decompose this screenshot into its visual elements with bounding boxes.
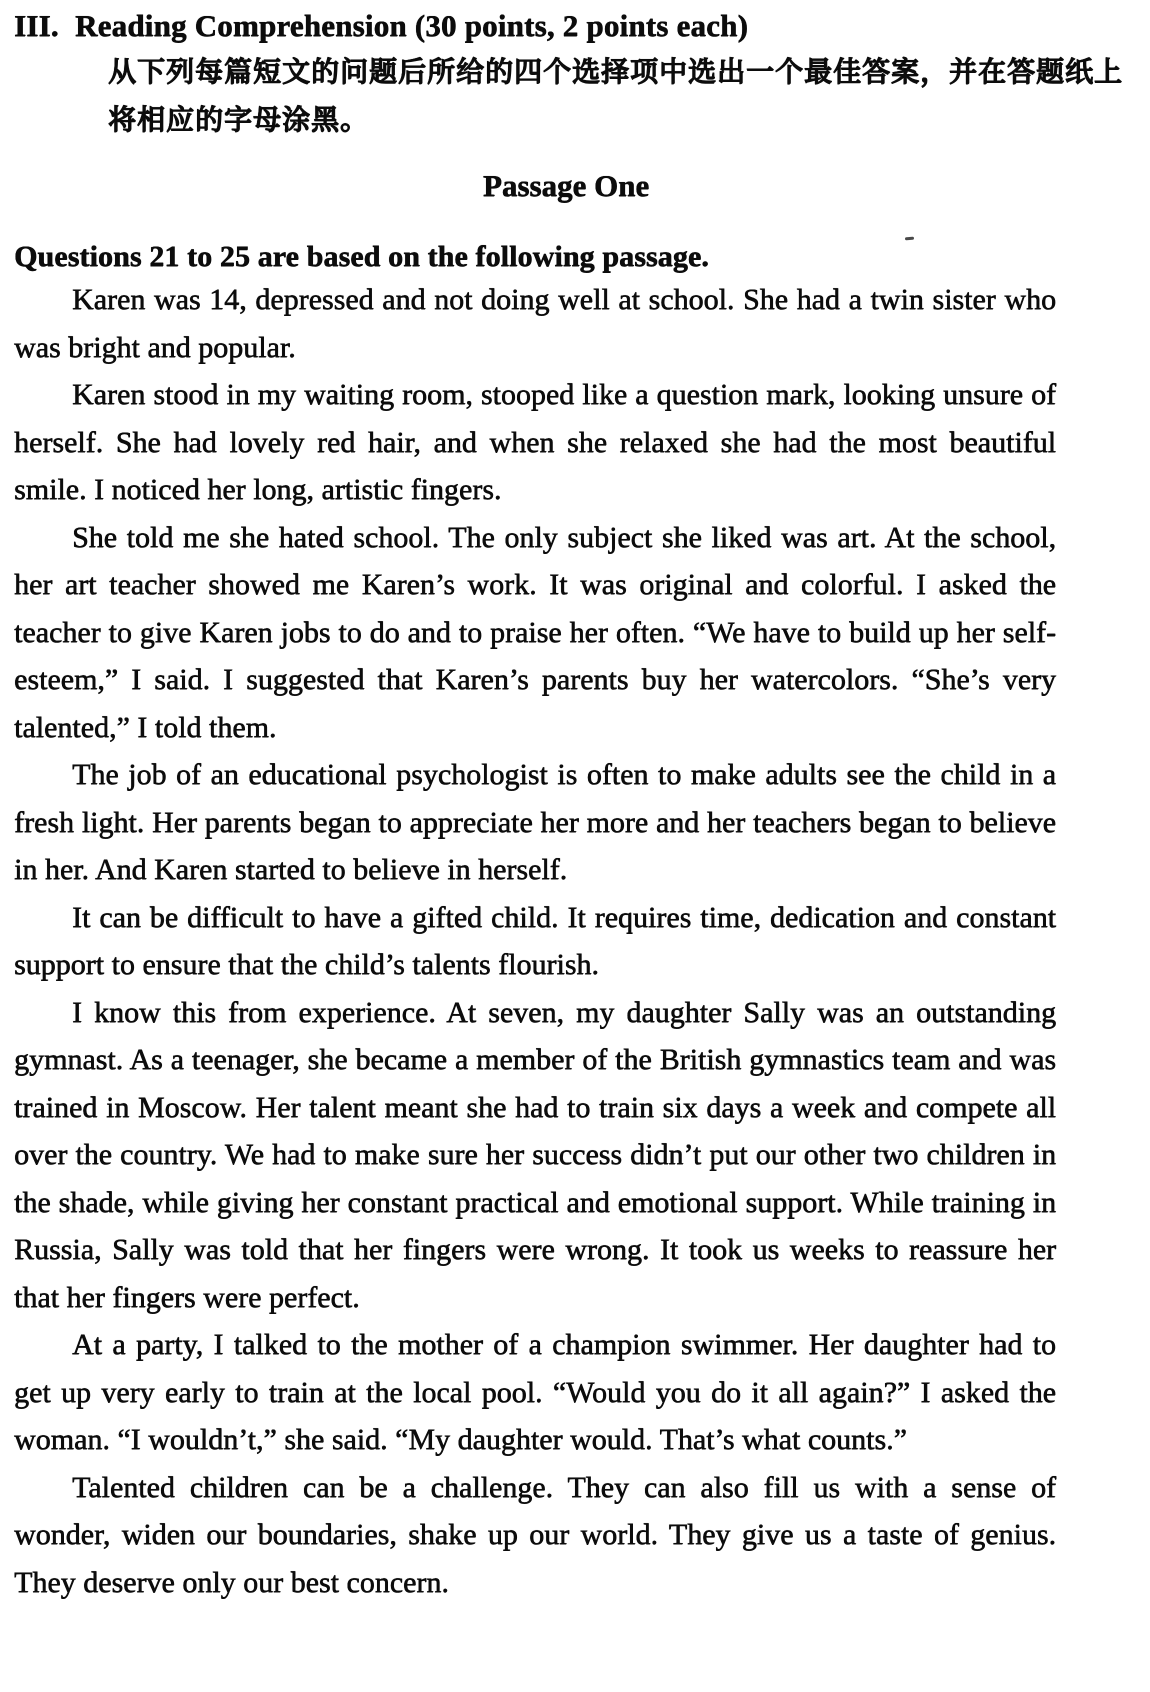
passage-body <box>14 276 1056 1606</box>
passage-lead: Questions 21 to 25 are based on the following passage. <box>14 240 709 273</box>
passage-paragraph-4: The job of an educational psychologist is often to make adults see the child in a fresh light. Her parents began to appreciate her more and her teachers began to believe in her. And Karen started to believe in herself. <box>14 758 1056 886</box>
passage-paragraph-1: Karen was 14, depressed and not doing well at school. She had a twin sister who was bright and popular. <box>14 283 1056 364</box>
instructions-line-2: 将相应的字母涂黑。 <box>108 103 370 136</box>
instructions-chinese <box>108 48 1150 144</box>
passage-paragraph-6: I know this from experience. At seven, my daughter Sally was an outstanding gymnast. As a teenager, she became a member of the British gymnastics team and was trained in Moscow. Her talent meant she had to train six days a week and compete all over the country. We had to make sure her success didn’t put our other two children in the shade, while giving her constant practical and emotional support. While training in Russia, Sally was told that her fingers were wrong. It took us weeks to reassure her that her fingers were perfect. <box>14 995 1056 1314</box>
section-title: Reading Comprehension (30 points, 2 points each) <box>75 8 749 43</box>
passage-title: Passage One <box>482 168 650 203</box>
section-number: III. <box>14 8 59 43</box>
passage-paragraph-2: Karen stood in my waiting room, stooped like a question mark, looking unsure of herself. She had lovely red hair, and when she relaxed she had the most beautiful smile. I noticed her long, artistic fingers. <box>14 378 1056 506</box>
section-header <box>14 6 1150 46</box>
scan-artifact-mark <box>905 237 914 241</box>
passage-paragraph-5: It can be difficult to have a gifted child. It requires time, dedication and constant support to ensure that the child’s talents flourish. <box>14 900 1056 981</box>
passage-paragraph-7: At a party, I talked to the mother of a champion swimmer. Her daughter had to get up very early to train at the local pool. “Would you do it all again?” I asked the woman. “I wouldn’t,” she said. “My daughter would. That’s what counts.” <box>14 1328 1056 1456</box>
instructions-line-1: 从下列每篇短文的问题后所给的四个选择项中选出一个最佳答案，并在答题纸上 <box>108 55 1124 88</box>
passage-paragraph-3: She told me she hated school. The only subject she liked was art. At the school, her art teacher showed me Karen’s work. It was original and colorful. I asked the teacher to give Karen jobs to do and to praise her often. “We have to build up her self-esteem,” I said. I suggested that Karen’s parents buy her watercolors. “She’s very talented,” I told them. <box>14 520 1056 744</box>
passage-paragraph-8: Talented children can be a challenge. They can also fill us with a sense of wonder, widen our boundaries, shake up our world. They give us a taste of genius. They deserve only our best concern. <box>14 1470 1056 1599</box>
